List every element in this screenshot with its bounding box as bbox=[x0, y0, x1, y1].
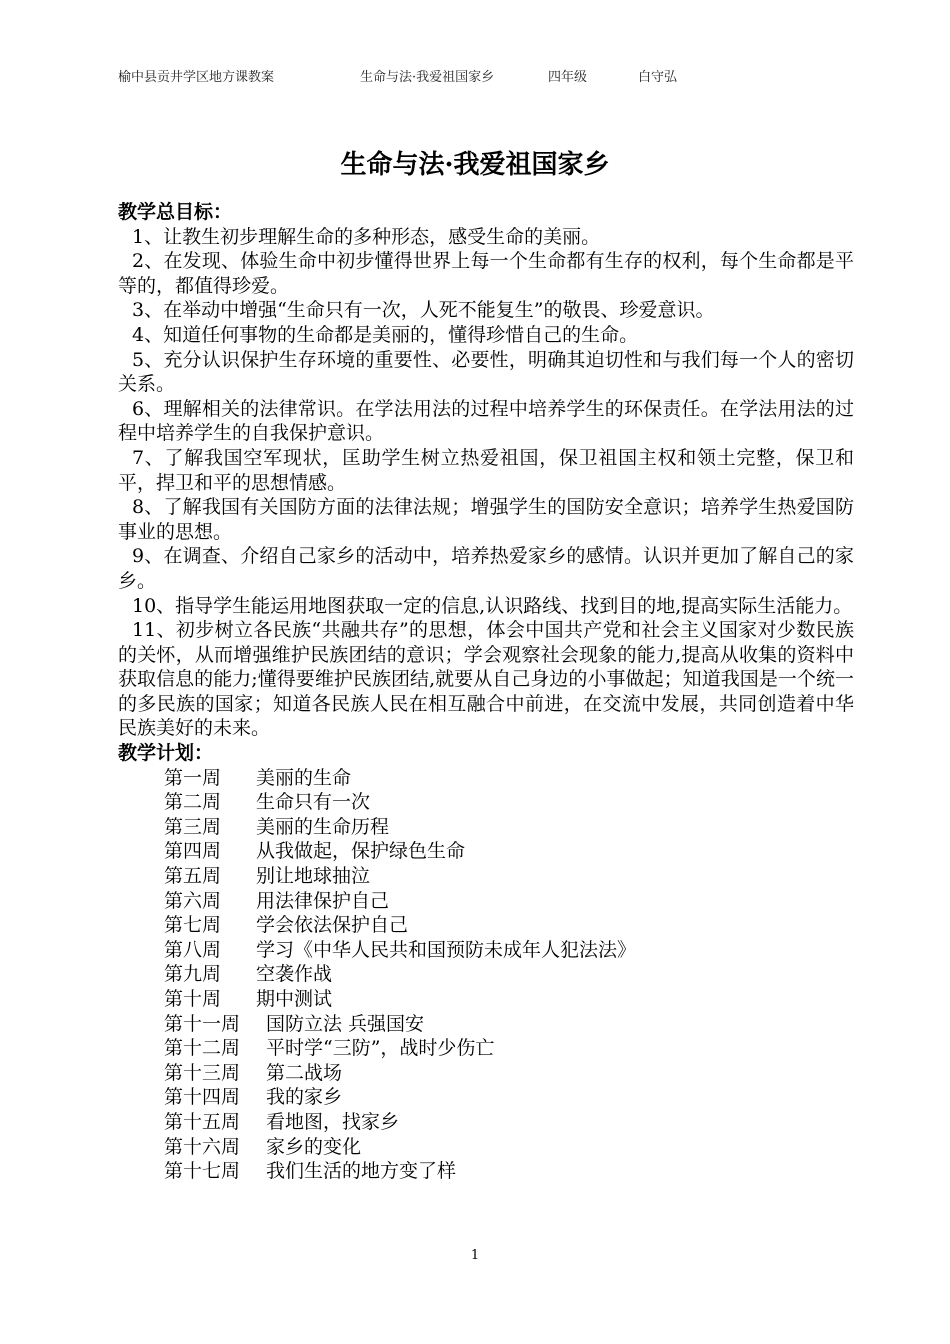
plan-topic: 学习《中华人民共和国预防未成年人犯法法》 bbox=[256, 938, 637, 961]
plan-row bbox=[118, 962, 854, 987]
document-body bbox=[118, 200, 854, 1184]
plan-row bbox=[118, 1085, 854, 1110]
plan-week: 第十六周 bbox=[164, 1135, 241, 1158]
plan-row bbox=[118, 766, 854, 791]
plan-week: 第十周 bbox=[164, 988, 222, 1010]
plan-topic: 我们生活的地方变了样 bbox=[266, 1160, 457, 1183]
goals-heading: 教学总目标： bbox=[118, 201, 233, 223]
plan-week: 第十一周 bbox=[164, 1012, 241, 1035]
plan-topic: 我的家乡 bbox=[266, 1086, 343, 1109]
plan-topic: 国防立法 兵强国安 bbox=[266, 1012, 425, 1035]
plan-week: 第三周 bbox=[164, 815, 222, 838]
page-number: 1 bbox=[470, 1248, 480, 1263]
plan-week: 第十三周 bbox=[164, 1061, 241, 1084]
plan-week: 第八周 bbox=[164, 938, 222, 961]
plan-week: 第十五周 bbox=[164, 1110, 241, 1133]
plan-heading: 教学计划： bbox=[118, 742, 214, 765]
plan-row bbox=[118, 864, 854, 889]
plan-row bbox=[118, 815, 854, 840]
plan-topic: 美丽的生命历程 bbox=[256, 815, 390, 838]
plan-topic: 平时学“三防”，战时少伤亡 bbox=[266, 1037, 495, 1060]
plan-topic: 期中测试 bbox=[256, 988, 333, 1010]
plan-row bbox=[118, 839, 854, 864]
plan-row bbox=[118, 1061, 854, 1086]
plan-topic: 空袭作战 bbox=[256, 963, 333, 986]
goal-item: 11、初步树立各民族“共融共存”的思想，体会中国共产党和社会主义国家对少数民族的关怀，从而增强维护民族团结的意识；学会观察社会现象的能力,提高从收集的资料中获取信息的能力;懂得要维护民族团结,就要从自己身边的小事做起；知道我国是一个统一的多民族的国家；知道各民族人民在相互融合中前进，在交流中发展，共同创造着中华民族美好的未来。 bbox=[118, 619, 854, 740]
plan-topic: 学会依法保护自己 bbox=[256, 914, 409, 937]
plan-topic: 第二战场 bbox=[266, 1061, 343, 1084]
plan-week: 第十七周 bbox=[164, 1160, 241, 1183]
goal-item: 3、在举动中增强“生命只有一次，人死不能复生”的敬畏、珍爱意识。 bbox=[132, 299, 715, 322]
plan-week: 第十四周 bbox=[164, 1086, 241, 1109]
plan-topic: 从我做起，保护绿色生命 bbox=[256, 840, 466, 863]
plan-week: 第四周 bbox=[164, 840, 222, 863]
plan-topic: 美丽的生命 bbox=[256, 766, 352, 789]
header-course: 生命与法·我爱祖国家乡 bbox=[360, 70, 495, 85]
plan-week: 第十二周 bbox=[164, 1037, 241, 1060]
goal-item: 6、理解相关的法律常识。在学法用法的过程中培养学生的环保责任。在学法用法的过程中培养学生的自我保护意识。 bbox=[118, 397, 854, 445]
plan-week: 第五周 bbox=[164, 865, 222, 888]
plan-topic: 看地图，找家乡 bbox=[266, 1110, 400, 1133]
goal-item: 7、了解我国空军现状，匡助学生树立热爱祖国，保卫祖国主权和领土完整，保卫和平，捍卫和平的思想情感。 bbox=[118, 446, 854, 494]
plan-topic: 生命只有一次 bbox=[256, 791, 371, 814]
goal-item: 2、在发现、体验生命中初步懂得世界上每一个生命都有生存的权利，每个生命都是平等的，都值得珍爱。 bbox=[118, 250, 854, 297]
plan-row bbox=[118, 1135, 854, 1160]
goal-item: 4、知道任何事物的生命都是美丽的，懂得珍惜自己的生命。 bbox=[132, 323, 639, 346]
plan-row bbox=[118, 987, 854, 1012]
plan-week: 第七周 bbox=[164, 914, 222, 937]
goal-item: 8、了解我国有关国防方面的法律法规；增强学生的国防安全意识；培养学生热爱国防事业的思想。 bbox=[118, 496, 854, 543]
plan-row bbox=[118, 1159, 854, 1184]
header-grade: 四年级 bbox=[548, 70, 588, 85]
goal-item: 5、充分认识保护生存环境的重要性、必要性，明确其迫切性和与我们每一个人的密切关系。 bbox=[118, 348, 854, 396]
plan-week: 第九周 bbox=[164, 963, 222, 986]
plan-row bbox=[118, 938, 854, 963]
plan-row bbox=[118, 913, 854, 938]
header-teacher: 白守弘 bbox=[638, 70, 678, 85]
plan-topic: 家乡的变化 bbox=[266, 1135, 362, 1158]
goal-item: 10、指导学生能运用地图获取一定的信息,认识路线、找到目的地,提高实际生活能力。 bbox=[132, 594, 853, 617]
plan-list bbox=[118, 766, 854, 1184]
plan-topic: 别让地球抽泣 bbox=[256, 865, 371, 888]
plan-row bbox=[118, 1036, 854, 1061]
header-school: 榆中县贡井学区地方课教案 bbox=[118, 70, 275, 85]
plan-row bbox=[118, 1012, 854, 1037]
plan-topic: 用法律保护自己 bbox=[256, 889, 390, 912]
plan-row bbox=[118, 790, 854, 815]
plan-week: 第二周 bbox=[164, 791, 222, 814]
plan-week: 第一周 bbox=[164, 766, 222, 789]
goal-item: 9、在调查、介绍自己家乡的活动中，培养热爱家乡的感情。认识并更加了解自己的家乡。 bbox=[118, 545, 854, 592]
plan-row bbox=[118, 889, 854, 914]
plan-row bbox=[118, 1110, 854, 1135]
plan-week: 第六周 bbox=[164, 889, 222, 912]
document-title: 生命与法·我爱祖国家乡 bbox=[340, 150, 610, 180]
goal-item: 1、让教生初步理解生命的多种形态，感受生命的美丽。 bbox=[132, 225, 601, 248]
goals-list bbox=[118, 225, 854, 741]
